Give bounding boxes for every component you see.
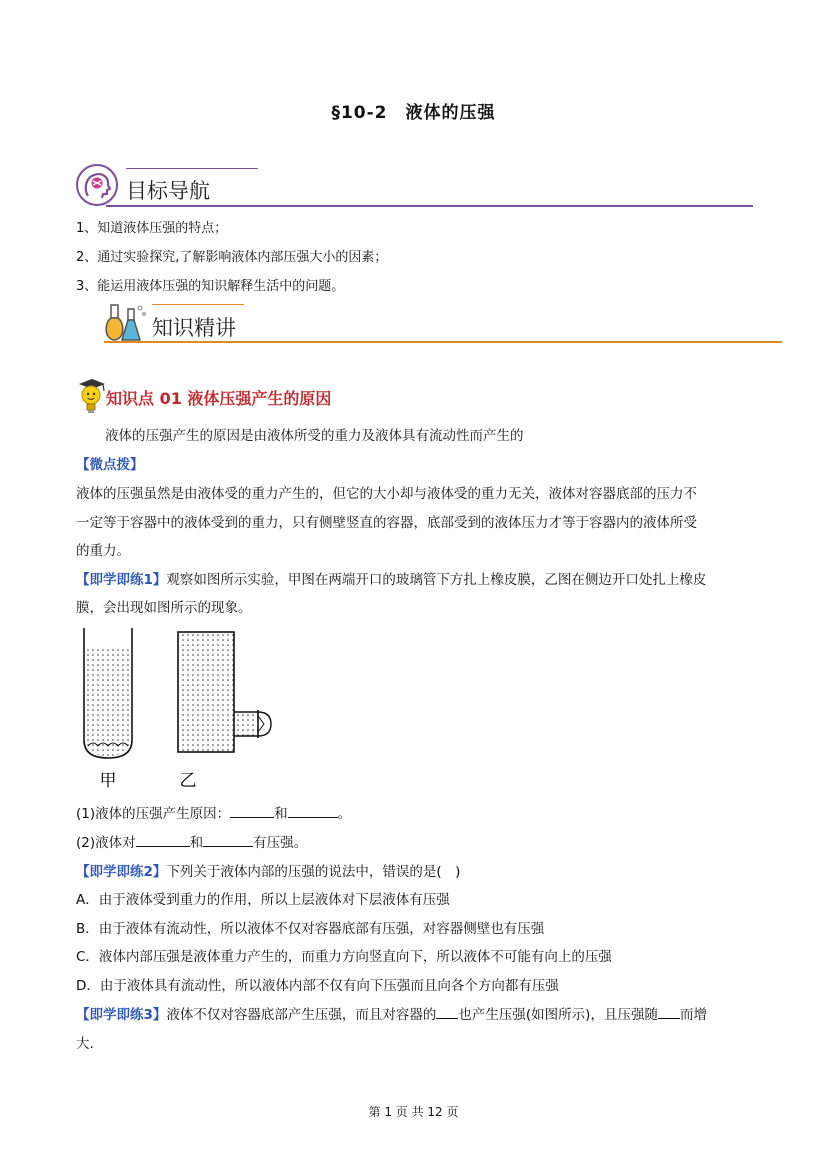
knowledge-header-rule-short — [152, 304, 244, 305]
exercise-3-part-2: 也产生压强(如图所示)，且压强随 — [458, 1007, 658, 1023]
q2-end: 有压强。 — [253, 835, 308, 851]
goals-heading: 目标导航 — [126, 179, 210, 203]
exercise-1-line-2: 膜，会出现如图所示的现象。 — [76, 600, 252, 616]
graduate-lightbulb-icon — [75, 378, 109, 416]
exercise-3-part-3: 而增 — [679, 1007, 707, 1023]
figure-container-yi — [178, 632, 271, 752]
ex3-blank-1[interactable] — [436, 1004, 458, 1019]
goals-header-rule — [106, 205, 753, 207]
exercise-2-stem — [76, 858, 460, 887]
ex3-blank-2[interactable] — [658, 1004, 680, 1019]
liquid-pressure-figure — [76, 628, 276, 794]
option-c: C．液体内部压强是液体重力产生的，而重力方向竖直向下，所以液体不可能有向上的压强 — [76, 949, 612, 965]
tip-line-1: 液体的压强虽然是由液体受的重力产生的，但它的大小却与液体受的重力无关，液体对容器底部的压力不 — [76, 486, 697, 502]
option-d: D．由于液体具有流动性，所以液体内部不仅有向下压强而且向各个方向都有压强 — [76, 978, 559, 994]
figure-tube-jia — [84, 628, 132, 758]
q2-prefix: (2)液体对 — [76, 835, 136, 851]
q2-connector: 和 — [189, 835, 204, 851]
knowledge-header — [104, 300, 782, 346]
q2-blank-2[interactable] — [203, 832, 253, 847]
exercise-3-line-2: 大. — [76, 1036, 94, 1052]
exercise-2-label: 【即学即练2】 — [76, 864, 167, 880]
goal-item-2: 2、通过实验探究,了解影响液体内部压强大小的因素； — [76, 250, 388, 265]
exercise-1-question-2 — [76, 829, 307, 858]
exercise-1-text-1: 观察如图所示实验，甲图在两端开口的玻璃管下方扎上橡皮膜，乙图在侧边开口处扎上橡皮 — [166, 572, 707, 588]
q1-blank-1[interactable] — [230, 803, 274, 818]
q1-end: 。 — [337, 806, 352, 822]
figure-label-yi: 乙 — [179, 771, 197, 791]
exercise-3-part-1: 液体不仅对容器底部产生压强，而且对容器的 — [166, 1007, 437, 1023]
knowledge-heading: 知识精讲 — [152, 316, 236, 340]
kp1-intro: 液体的压强产生的原因是由液体所受的重力及液体具有流动性而产生的 — [105, 428, 524, 444]
exercise-1-line-1 — [76, 566, 706, 595]
goal-item-3: 3、能运用液体压强的知识解释生活中的问题。 — [76, 279, 345, 294]
tip-label: 【微点拨】 — [76, 457, 144, 473]
goals-header — [76, 162, 753, 208]
tip-line-3: 的重力。 — [76, 543, 130, 559]
q1-prefix: (1)液体的压强产生原因： — [76, 806, 231, 822]
option-a: A．由于液体受到重力的作用，所以上层液体对下层液体有压强 — [76, 892, 450, 908]
knowledge-point-1-title: 知识点 01 液体压强产生的原因 — [106, 389, 332, 408]
q1-blank-2[interactable] — [288, 803, 338, 818]
tip-line-2: 一定等于容器中的液体受到的重力，只有侧壁竖直的容器，底部受到的液体压力才等于容器内的液体所受 — [76, 515, 697, 531]
figure-label-jia: 甲 — [99, 771, 117, 791]
exercise-2-question: 下列关于液体内部的压强的说法中，错误的是( ) — [166, 864, 461, 880]
q1-connector: 和 — [274, 806, 288, 822]
exercise-1-label: 【即学即练1】 — [76, 572, 167, 588]
goals-header-rule-short — [126, 168, 258, 169]
exercise-3-label: 【即学即练3】 — [76, 1007, 167, 1023]
brain-head-icon — [76, 164, 118, 206]
exercise-3-line-1 — [76, 1001, 707, 1030]
page-footer: 第 1 页 共 12 页 — [368, 1105, 459, 1119]
document-title: §10-2 液体的压强 — [331, 103, 496, 123]
q2-blank-1[interactable] — [136, 832, 190, 847]
option-b: B．由于液体有流动性，所以液体不仅对容器底部有压强，对容器侧壁也有压强 — [76, 921, 545, 937]
knowledge-header-rule — [104, 341, 782, 343]
flask-icon — [104, 303, 148, 343]
goal-item-1: 1、知道液体压强的特点； — [76, 221, 228, 236]
exercise-1-question-1 — [76, 800, 351, 829]
